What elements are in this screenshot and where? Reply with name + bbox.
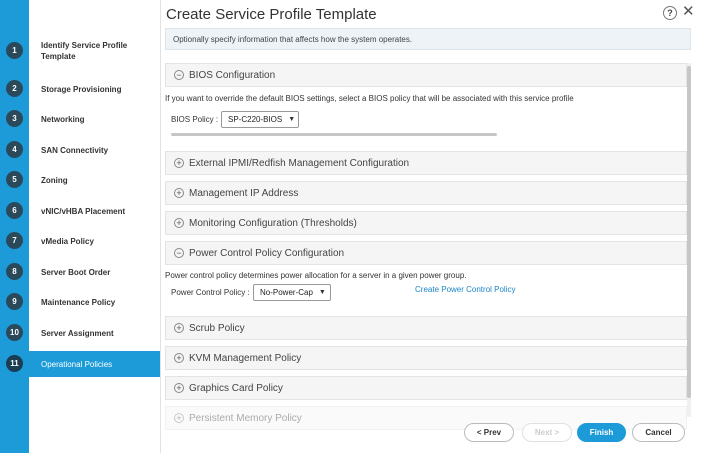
step-label: Zoning	[41, 175, 68, 185]
power-policy-select[interactable]	[253, 284, 331, 301]
info-bar	[165, 28, 691, 50]
prev-button[interactable]: < Prev	[464, 423, 514, 442]
step-maintenance[interactable]	[0, 287, 160, 317]
expand-icon[interactable]: +	[174, 218, 184, 228]
section-title: Graphics Card Policy	[189, 382, 283, 394]
section-power-control[interactable]	[165, 241, 687, 265]
section-bios[interactable]	[165, 63, 687, 87]
step-label: vMedia Policy	[41, 236, 94, 246]
section-title: Persistent Memory Policy	[189, 412, 302, 424]
panel-divider	[160, 0, 161, 453]
next-button[interactable]: Next >	[522, 423, 572, 442]
step-operational-policies[interactable]	[0, 351, 160, 377]
collapse-icon[interactable]: −	[174, 248, 184, 258]
step-server-assignment[interactable]	[0, 318, 160, 348]
section-monitoring[interactable]	[165, 211, 687, 235]
step-number: 2	[6, 80, 23, 97]
section-title: Power Control Policy Configuration	[189, 247, 345, 259]
step-number: 3	[6, 110, 23, 127]
step-boot-order[interactable]	[0, 257, 160, 287]
close-icon[interactable]: ✕	[682, 3, 695, 20]
wizard-steps	[0, 0, 160, 453]
step-number: 1	[6, 42, 23, 59]
step-number: 11	[6, 355, 23, 372]
step-networking[interactable]	[0, 104, 160, 134]
expand-icon[interactable]: +	[174, 353, 184, 363]
power-policy-value: No-Power-Cap	[260, 288, 313, 297]
expand-icon[interactable]: +	[174, 413, 184, 423]
horizontal-scrollbar[interactable]	[171, 133, 497, 136]
vertical-scrollbar-thumb[interactable]	[687, 66, 691, 398]
bios-policy-value: SP-C220-BIOS	[228, 115, 283, 124]
step-label: Server Assignment	[41, 328, 114, 338]
step-number: 9	[6, 293, 23, 310]
section-kvm[interactable]	[165, 346, 687, 370]
info-text: Optionally specify information that affects how the system operates.	[173, 34, 413, 44]
cancel-button[interactable]: Cancel	[632, 423, 685, 442]
section-title: Management IP Address	[189, 187, 299, 199]
step-label: Maintenance Policy	[41, 297, 116, 307]
step-number: 5	[6, 171, 23, 188]
expand-icon[interactable]: +	[174, 383, 184, 393]
step-storage[interactable]	[0, 74, 160, 104]
step-number: 4	[6, 141, 23, 158]
section-management-ip[interactable]	[165, 181, 687, 205]
page-title: Create Service Profile Template	[166, 6, 377, 23]
expand-icon[interactable]: +	[174, 323, 184, 333]
section-scrub[interactable]	[165, 316, 687, 340]
section-graphics-card[interactable]	[165, 376, 687, 400]
step-label: Operational Policies	[41, 359, 113, 369]
step-label: Storage Provisioning	[41, 84, 122, 94]
step-number: 10	[6, 324, 23, 341]
section-title: KVM Management Policy	[189, 352, 302, 364]
step-number: 6	[6, 202, 23, 219]
step-number: 8	[6, 263, 23, 280]
section-title: BIOS Configuration	[189, 69, 276, 81]
step-identify[interactable]	[0, 36, 160, 66]
collapse-icon[interactable]: −	[174, 70, 184, 80]
step-label: Identify Service Profile Template	[41, 41, 128, 61]
expand-icon[interactable]: +	[174, 188, 184, 198]
step-label: Networking	[41, 114, 85, 124]
section-title: External IPMI/Redfish Management Configuration	[189, 157, 410, 169]
section-title: Scrub Policy	[189, 322, 245, 334]
step-label: SAN Connectivity	[41, 145, 109, 155]
power-description: Power control policy determines power allocation for a server in a given power group.	[165, 271, 467, 280]
step-vmedia[interactable]	[0, 226, 160, 256]
step-san[interactable]	[0, 135, 160, 165]
content-area	[165, 60, 687, 424]
bios-policy-label: BIOS Policy :	[171, 115, 219, 124]
expand-icon[interactable]: +	[174, 158, 184, 168]
bios-description: If you want to override the default BIOS settings, select a BIOS policy that will be associated with this service profile	[165, 94, 574, 103]
step-number: 7	[6, 232, 23, 249]
step-zoning[interactable]	[0, 165, 160, 195]
create-power-control-policy-link[interactable]: Create Power Control Policy	[415, 285, 516, 294]
chevron-down-icon: ▼	[288, 116, 296, 123]
chevron-down-icon: ▼	[318, 289, 326, 296]
help-icon[interactable]: ?	[663, 6, 677, 20]
step-label: vNIC/vHBA Placement	[41, 206, 126, 216]
bios-policy-select[interactable]	[221, 111, 299, 128]
power-policy-label: Power Control Policy :	[171, 288, 250, 297]
section-title: Monitoring Configuration (Thresholds)	[189, 217, 357, 229]
finish-button[interactable]: Finish	[577, 423, 626, 442]
step-label: Server Boot Order	[41, 267, 111, 277]
step-vnic-placement[interactable]	[0, 196, 160, 226]
section-ipmi[interactable]	[165, 151, 687, 175]
